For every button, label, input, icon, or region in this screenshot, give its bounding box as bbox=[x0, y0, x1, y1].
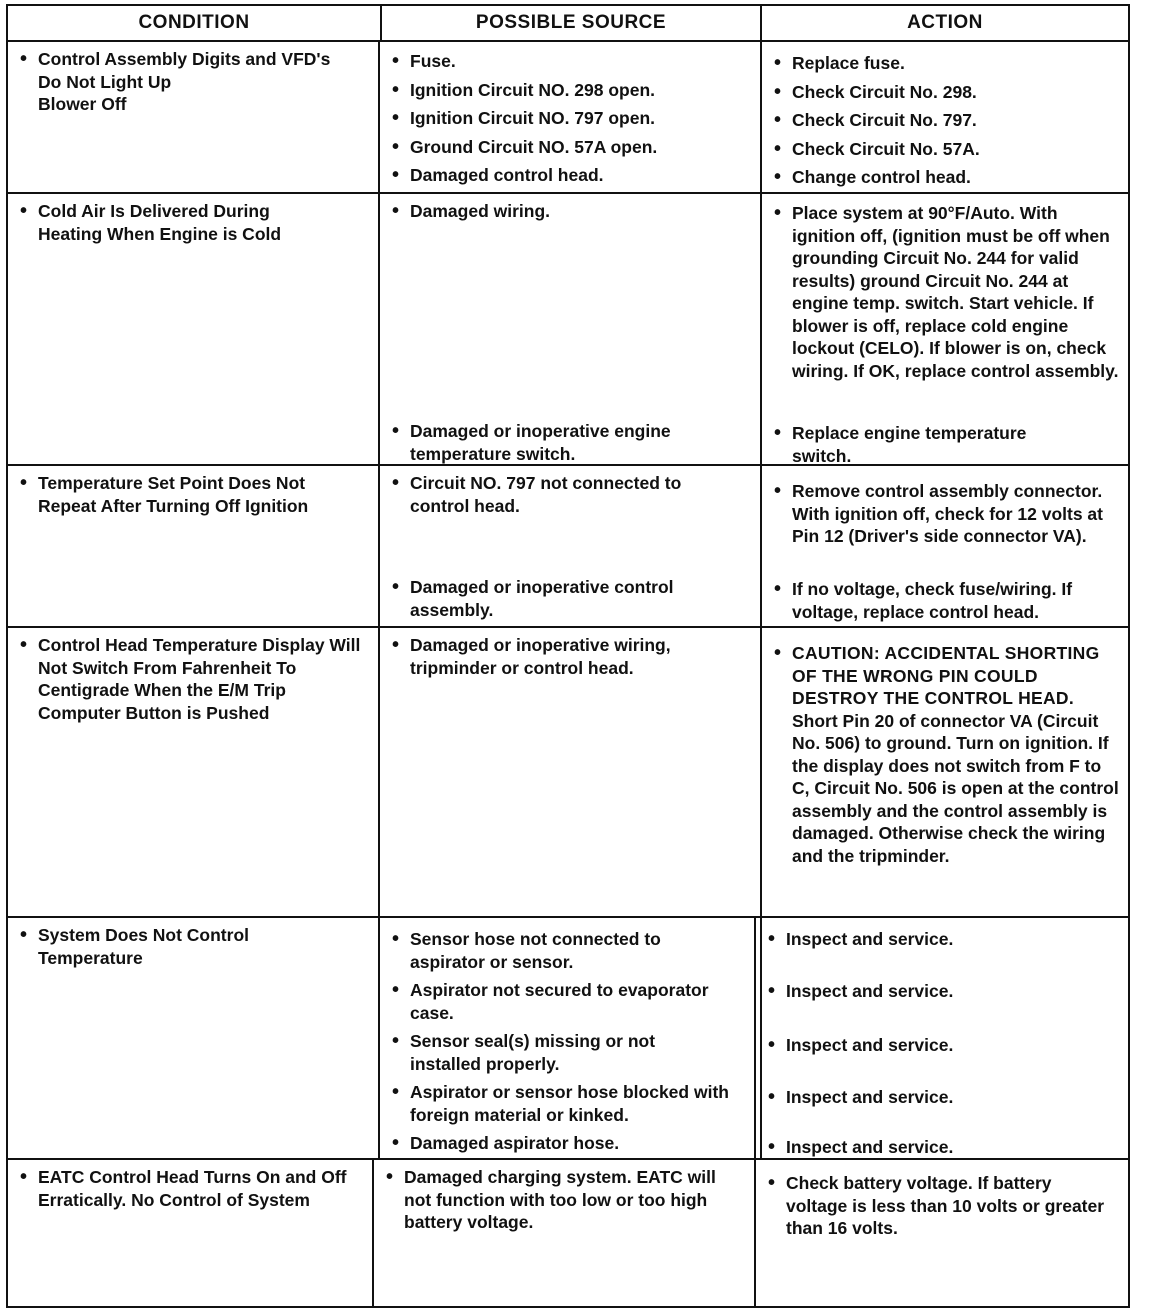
condition-item: • Control Head Temperature Display Will Not Switch From Fahrenheit To Centigrade When the E/M Trip Computer Button is Pushed bbox=[16, 634, 370, 724]
action-cell bbox=[760, 464, 1130, 628]
source-item: • Damaged control head. bbox=[388, 164, 752, 187]
action-item bbox=[770, 642, 1120, 867]
condition-item: • EATC Control Head Turns On and Off Erratically. No Control of System bbox=[16, 1166, 364, 1211]
action-item: • Replace engine temperature switch. bbox=[770, 422, 1072, 467]
source-cell bbox=[378, 916, 762, 1160]
header-action: ACTION bbox=[760, 4, 1130, 42]
source-item: • Aspirator not secured to evaporator case. bbox=[388, 979, 752, 1024]
action-item: • Inspect and service. bbox=[764, 1034, 1120, 1057]
action-item: • Change control head. bbox=[770, 166, 1120, 189]
action-item: • Place system at 90°F/Auto. With ignition off, (ignition must be off when grounding Circuit No. 244 for valid results) ground Circuit No. 244 at engine temp. switch. Start vehicle. If blower is off, replace cold engine lockout (CELO). If blower is on, check wiring. If OK, replace control assembly. bbox=[770, 202, 1120, 382]
source-item: • Damaged or inoperative control assembly. bbox=[388, 576, 720, 621]
source-item: • Ground Circuit NO. 57A open. bbox=[388, 136, 752, 159]
table-row bbox=[6, 464, 1130, 628]
condition-item: • Cold Air Is Delivered During Heating When Engine is Cold bbox=[16, 200, 318, 245]
action-instruction-text: Short Pin 20 of connector VA (Circuit No. 506) to ground. Turn on ignition. If the display does not switch from F to C, Circuit No. 506 is open at the control assembly and the control assembly is damaged. Otherwise check the wiring and the tripminder. bbox=[792, 710, 1119, 866]
troubleshooting-table bbox=[6, 4, 1130, 1304]
condition-item: • Control Assembly Digits and VFD's Do Not Light Up Blower Off bbox=[16, 48, 370, 116]
source-cell bbox=[378, 464, 762, 628]
action-item: • Check Circuit No. 797. bbox=[770, 109, 1120, 132]
source-cell bbox=[378, 192, 762, 466]
action-item: • Inspect and service. bbox=[764, 1086, 1120, 1109]
table-row bbox=[6, 40, 1130, 194]
action-item: • If no voltage, check fuse/wiring. If voltage, replace control head. bbox=[770, 578, 1120, 623]
source-cell bbox=[378, 40, 762, 194]
header-condition: CONDITION bbox=[6, 4, 382, 42]
action-item: • Replace fuse. bbox=[770, 52, 1120, 75]
condition-cell bbox=[6, 40, 380, 194]
condition-cell bbox=[6, 1158, 374, 1308]
source-item: • Ignition Circuit NO. 298 open. bbox=[388, 79, 752, 102]
condition-cell bbox=[6, 916, 380, 1160]
condition-item: • Temperature Set Point Does Not Repeat After Turning Off Ignition bbox=[16, 472, 358, 517]
action-cell bbox=[760, 626, 1130, 918]
action-item: • Check Circuit No. 57A. bbox=[770, 138, 1120, 161]
condition-cell bbox=[6, 626, 380, 918]
action-cell bbox=[760, 40, 1130, 194]
source-cell bbox=[372, 1158, 756, 1308]
source-item: • Damaged wiring. bbox=[388, 200, 752, 223]
source-item: • Damaged or inoperative wiring, tripminder or control head. bbox=[388, 634, 710, 679]
condition-cell bbox=[6, 464, 380, 628]
source-cell bbox=[378, 626, 762, 918]
action-cell bbox=[754, 916, 1130, 1160]
source-item: • Ignition Circuit NO. 797 open. bbox=[388, 107, 752, 130]
action-item: • Inspect and service. bbox=[764, 980, 1120, 1003]
condition-item: • System Does Not Control Temperature bbox=[16, 924, 288, 969]
source-item: • Circuit NO. 797 not connected to control head. bbox=[388, 472, 720, 517]
action-cell bbox=[760, 192, 1130, 466]
caution-text: CAUTION: ACCIDENTAL SHORTING OF THE WRONG PIN COULD DESTROY THE CONTROL HEAD. bbox=[792, 643, 1100, 708]
table-row bbox=[6, 626, 1130, 918]
source-item: • Damaged charging system. EATC will not function with too low or too high battery voltage. bbox=[382, 1166, 734, 1234]
header-possible-source: POSSIBLE SOURCE bbox=[380, 4, 762, 42]
action-item: • Remove control assembly connector. With ignition off, check for 12 volts at Pin 12 (Driver's side connector VA). bbox=[770, 480, 1120, 548]
table-row bbox=[6, 1158, 1130, 1308]
action-cell bbox=[754, 1158, 1130, 1308]
source-item: • Sensor hose not connected to aspirator or sensor. bbox=[388, 928, 730, 973]
condition-cell bbox=[6, 192, 380, 466]
table-row bbox=[6, 916, 1130, 1160]
table-row bbox=[6, 192, 1130, 466]
source-item: • Damaged aspirator hose. bbox=[388, 1132, 752, 1155]
source-item: • Damaged or inoperative engine temperature switch. bbox=[388, 420, 710, 465]
action-item: • Check battery voltage. If battery voltage is less than 10 volts or greater than 16 volts. bbox=[764, 1172, 1106, 1240]
action-item: • Check Circuit No. 298. bbox=[770, 81, 1120, 104]
action-item: • Inspect and service. bbox=[764, 1136, 1120, 1159]
action-item: • Inspect and service. bbox=[764, 928, 1120, 951]
source-item: • Sensor seal(s) missing or not installed properly. bbox=[388, 1030, 710, 1075]
source-item: • Aspirator or sensor hose blocked with foreign material or kinked. bbox=[388, 1081, 752, 1126]
source-item: • Fuse. bbox=[388, 50, 752, 73]
